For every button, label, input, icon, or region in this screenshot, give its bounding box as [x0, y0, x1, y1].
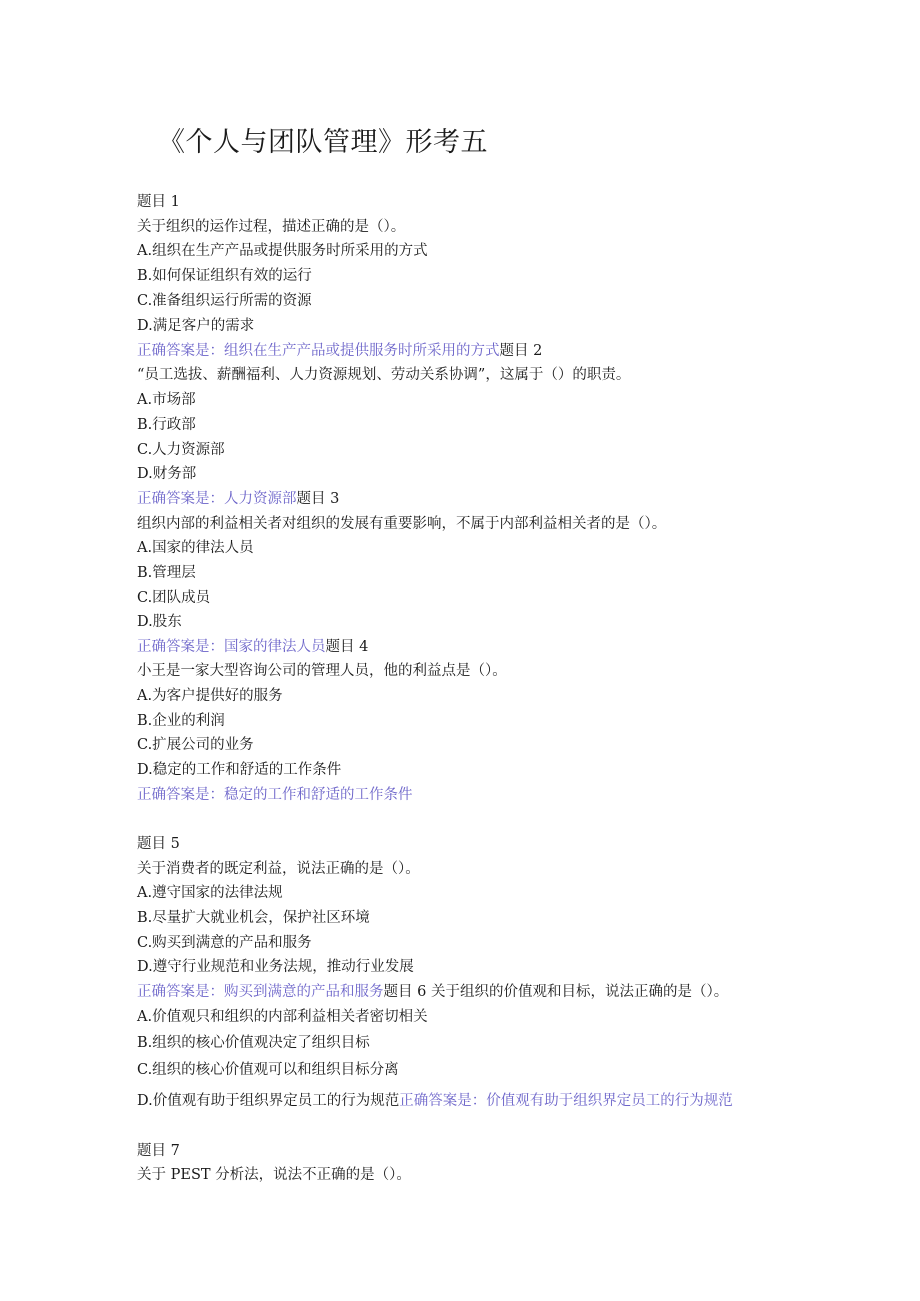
- question-6-stem: 关于组织的价值观和目标，说法正确的是（）。: [430, 984, 729, 1000]
- question-6-answer: 正确答案是：价值观有助于组织界定员工的行为规范: [399, 1093, 733, 1109]
- question-6-option-d-line: [137, 1091, 733, 1111]
- question-3-option-d: D.股东: [137, 614, 182, 630]
- question-6-option-a: A.价值观只和组织的内部利益相关者密切相关: [137, 1009, 428, 1025]
- question-6-option-c: C.组织的核心价值观可以和组织目标分离: [137, 1062, 399, 1078]
- question-4-option-c: C.扩展公司的业务: [137, 737, 254, 753]
- question-7-stem: 关于 PEST 分析法，说法不正确的是（）。: [137, 1167, 411, 1183]
- question-3-option-c: C.团队成员: [137, 590, 211, 606]
- question-4-stem: 小王是一家大型咨询公司的管理人员，他的利益点是（）。: [137, 663, 507, 679]
- question-1-option-b: B.如何保证组织有效的运行: [137, 268, 312, 284]
- question-2-option-a: A.市场部: [137, 392, 196, 408]
- question-6-label: 题目 6: [383, 984, 427, 1000]
- question-1-option-c: C.准备组织运行所需的资源: [137, 293, 312, 309]
- question-2-option-b: B.行政部: [137, 417, 196, 433]
- question-5-label: 题目 5: [137, 836, 180, 852]
- question-6-option-b: B.组织的核心价值观决定了组织目标: [137, 1035, 370, 1051]
- question-5-answer: 正确答案是：购买到满意的产品和服务: [137, 984, 384, 1000]
- question-2-option-c: C.人力资源部: [137, 442, 225, 458]
- question-3-option-b: B.管理层: [137, 565, 196, 581]
- question-5-option-d: D.遵守行业规范和业务法规，推动行业发展: [137, 959, 414, 975]
- question-2-option-d: D.财务部: [137, 466, 197, 482]
- question-6-option-d: D.价值观有助于组织界定员工的行为规范: [137, 1093, 400, 1109]
- question-7-label: 题目 7: [137, 1143, 180, 1159]
- question-2-answer: 正确答案是：人力资源部: [137, 491, 297, 507]
- question-1-label: 题目 1: [137, 194, 180, 210]
- question-1-option-d: D.满足客户的需求: [137, 318, 255, 334]
- question-2-answer-line: [137, 489, 339, 509]
- question-5-stem: 关于消费者的既定利益，说法正确的是（）。: [137, 861, 420, 877]
- question-3-option-a: A.国家的律法人员: [137, 540, 254, 556]
- question-3-stem: 组织内部的利益相关者对组织的发展有重要影响，不属于内部利益相关者的是（）。: [137, 516, 667, 532]
- question-1-stem: 关于组织的运作过程，描述正确的是（）。: [137, 219, 406, 235]
- question-4-option-b: B.企业的利润: [137, 713, 225, 729]
- question-4-answer: 正确答案是：稳定的工作和舒适的工作条件: [137, 787, 413, 803]
- document-title: 《个人与团队管理》形考五: [158, 127, 488, 158]
- question-4-option-d: D.稳定的工作和舒适的工作条件: [137, 762, 342, 778]
- question-5-option-a: A.遵守国家的法律法规: [137, 885, 283, 901]
- question-1-answer-line: [137, 341, 542, 361]
- question-3-answer: 正确答案是：国家的律法人员: [137, 639, 326, 655]
- question-5-option-b: B.尽量扩大就业机会，保护社区环境: [137, 910, 370, 926]
- question-2-label: 题目 2: [499, 343, 543, 359]
- question-1-answer: 正确答案是：组织在生产产品或提供服务时所采用的方式: [137, 343, 500, 359]
- question-4-label: 题目 4: [325, 639, 369, 655]
- question-5-answer-line: [137, 982, 728, 1002]
- question-1-option-a: A.组织在生产产品或提供服务时所采用的方式: [137, 243, 428, 259]
- question-5-option-c: C.购买到满意的产品和服务: [137, 935, 312, 951]
- question-3-answer-line: [137, 637, 368, 657]
- question-4-option-a: A.为客户提供好的服务: [137, 688, 283, 704]
- question-2-stem: “员工选拔、薪酬福利、人力资源规划、劳动关系协调”，这属于（）的职责。: [137, 367, 631, 383]
- question-3-label: 题目 3: [296, 491, 340, 507]
